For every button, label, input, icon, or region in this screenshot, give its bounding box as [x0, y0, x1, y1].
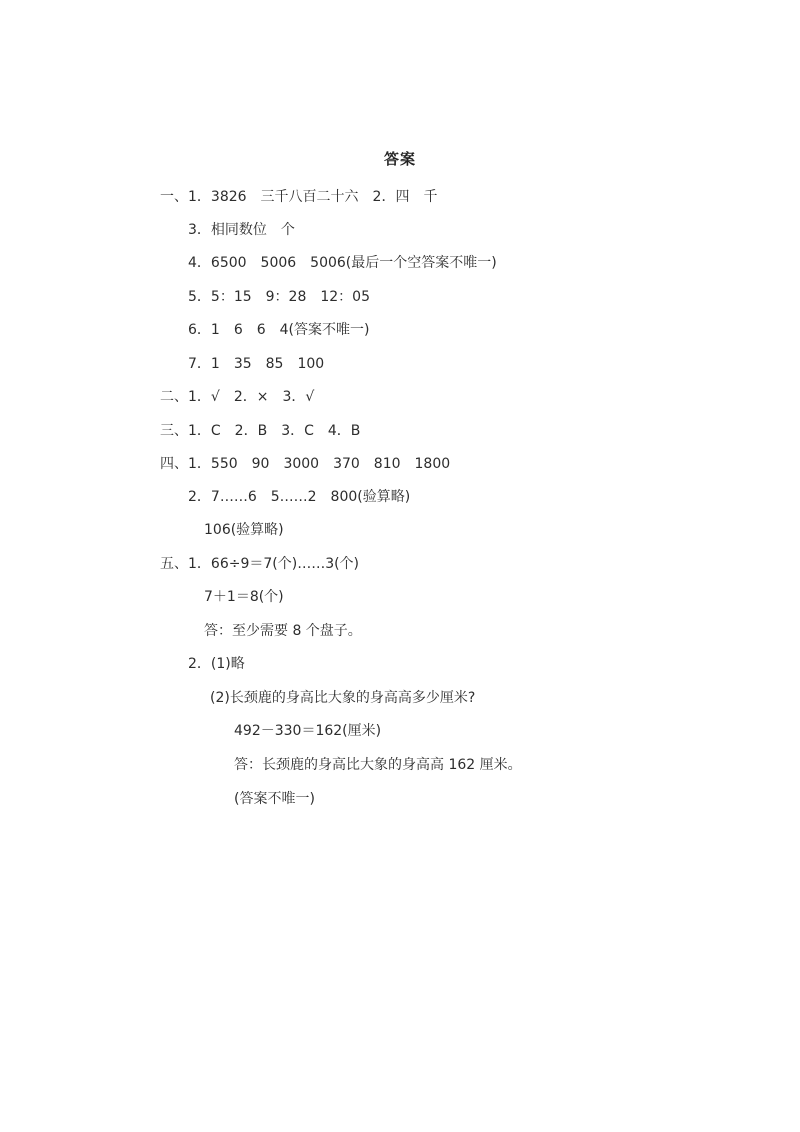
answer-line-1-1: 一、1．3826 三千八百二十六 2．四 千 [160, 189, 438, 205]
answer-line-1-6: 6．1 6 6 4(答案不唯一) [188, 322, 370, 338]
answer-line-5-2-2: (2)长颈鹿的身高比大象的身高高多少厘米? [210, 690, 476, 706]
answer-line-5-2-answer: 答：长颈鹿的身高比大象的身高高 162 厘米。 [234, 757, 522, 773]
answer-line-5-2-1: 2．(1)略 [188, 656, 245, 672]
answer-line-5-1-answer: 答：至少需要 8 个盘子。 [204, 623, 362, 639]
answer-line-1-3: 3．相同数位 个 [188, 222, 295, 238]
answer-line-5-2-note: (答案不唯一) [234, 791, 315, 807]
answer-line-4-2: 2．7……6 5……2 800(验算略) [188, 489, 411, 505]
answer-line-5-1-step2: 7＋1＝8(个) [204, 589, 284, 605]
answer-line-4-1: 四、1．550 90 3000 370 810 1800 [160, 456, 451, 472]
page-title: 答案 [383, 150, 416, 168]
answer-line-4-2-cont: 106(验算略) [204, 522, 284, 538]
answer-line-2: 二、1．√ 2．× 3．√ [160, 389, 315, 405]
answer-line-3: 三、1．C 2．B 3．C 4．B [160, 423, 361, 439]
answer-line-5-1: 五、1．66÷9＝7(个)……3(个) [160, 556, 360, 572]
answer-line-1-4: 4．6500 5006 5006(最后一个空答案不唯一) [188, 255, 497, 271]
answer-line-1-5: 5．5：15 9：28 12：05 [188, 289, 370, 305]
answer-line-1-7: 7．1 35 85 100 [188, 356, 325, 372]
answer-line-5-2-calc: 492－330＝162(厘米) [234, 723, 382, 739]
